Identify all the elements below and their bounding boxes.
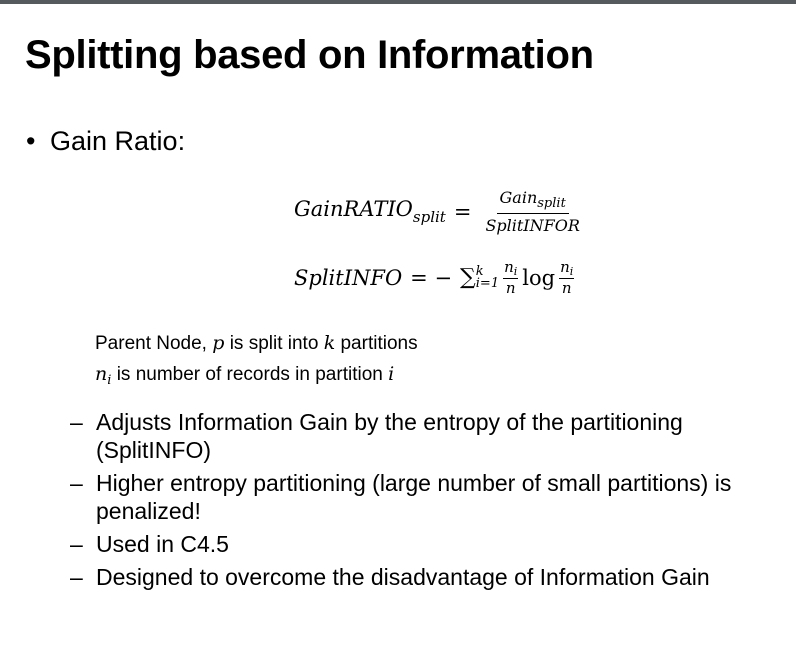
bullet-icon: • [26, 126, 36, 156]
sum-limits: k i=1 [475, 263, 500, 291]
slide-title: Splitting based on Information [25, 33, 594, 77]
dash-list [70, 408, 790, 596]
sigma-symbol: ∑ [460, 265, 476, 290]
formula1-lhs: GainRATIO$_{split}$ [294, 197, 446, 226]
formula2-equals: = − [410, 265, 453, 290]
list-item: – Higher entropy partitioning (large number of small partitions) is penalized! [70, 470, 732, 524]
bullet-gain-ratio [26, 126, 185, 157]
dash-icon: – [70, 531, 83, 557]
dash-icon: – [70, 564, 83, 590]
formula2-lhs: SplitINFO [294, 265, 403, 290]
list-item: – Used in C4.5 [70, 531, 229, 557]
formula1-numerator: Gain$_{split}$ [497, 188, 569, 214]
list-item: – Designed to overcome the disadvantage of Information Gain [70, 564, 710, 590]
note-parent-node: Parent Node, p is split into k partitions [95, 332, 418, 354]
note-ni-definition: $n_i$ is number of records in partition i [95, 363, 395, 388]
dash-icon: – [70, 409, 83, 435]
top-border [0, 0, 796, 4]
gain-ratio-formula [294, 188, 580, 235]
formula1-fraction [485, 188, 579, 235]
formula1-equals: = [453, 199, 472, 224]
log-function: log [522, 265, 556, 290]
formula2-fraction-2: $\frac{n_i}{n}$ [560, 258, 574, 297]
dash-icon: – [70, 470, 83, 496]
split-info-formula [294, 258, 576, 297]
formula2-fraction-1: $\frac{n_i}{n}$ [504, 258, 518, 297]
formula1-denominator: SplitINFOR [485, 216, 580, 235]
list-item: – Adjusts Information Gain by the entropy of the partitioning (SplitINFO) [70, 409, 683, 463]
bullet-text: Gain Ratio: [50, 126, 186, 156]
